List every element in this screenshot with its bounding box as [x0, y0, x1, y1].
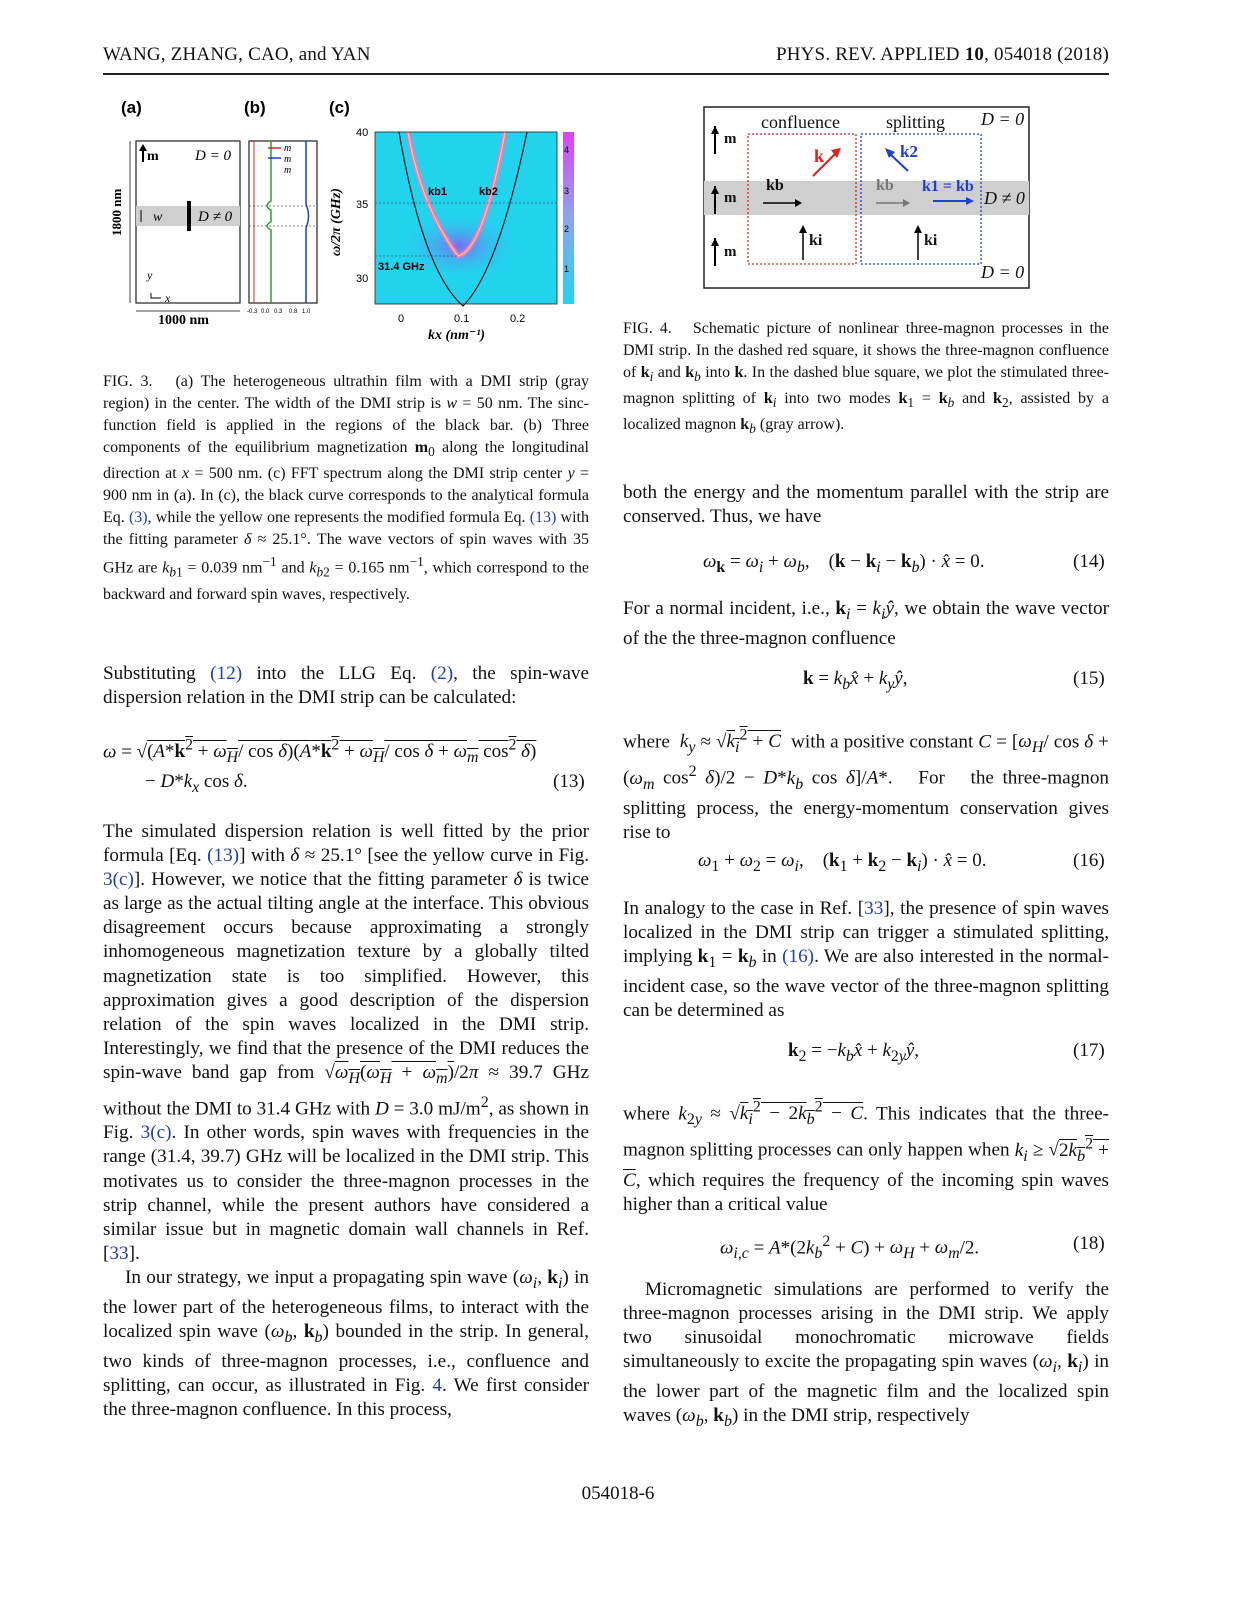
- fig3-x-axis: x: [165, 291, 171, 305]
- fig3-c-xtick-02: 0.2: [510, 313, 526, 325]
- equation-17: $k_2$ = $-k_bx̂$ + $k_{2y}ŷ$,: [788, 1040, 920, 1065]
- fig3-panel-c: [375, 132, 574, 306]
- fig4-splitting-label: splitting: [886, 112, 946, 132]
- fig4-kb-label-right: kb: [876, 177, 894, 194]
- fig3-c-ylabel: ω/2π (GHz): [329, 188, 344, 256]
- fig4-d-nonzero: D ≠ 0: [984, 188, 1025, 208]
- fig3-width-label: 1000 nm: [158, 313, 209, 328]
- fig4-k-label: k: [814, 146, 825, 166]
- fig3-legend-mx: m: [284, 143, 292, 154]
- fig3-c-xlabel: kx (nm⁻¹): [428, 328, 486, 343]
- running-header-authors: WANG, ZHANG, CAO, and YAN: [103, 44, 371, 65]
- fig3-c-xtick-0: 0: [398, 313, 405, 325]
- fig4-m-top: m: [724, 131, 737, 147]
- fig3-d-nonzero: D ≠ 0: [198, 209, 233, 225]
- equation-18: $\omega_{i,c} = A*(2k_b^2 + C) + \omega_H + \omega_m/2$.: [720, 1233, 980, 1263]
- running-header-journal: PHYS. REV. APPLIED 10, 054018 (2018): [775, 44, 1109, 65]
- equation-13-line1: $\omega = √(A*k^2 + \omega_H/$ $\cos \delta)(A*k^2 + \omega_H/$ $\cos \delta + \omega_m$ $\cos^2 \delta$): [103, 737, 537, 767]
- fig3-kb1: kb1: [428, 186, 447, 198]
- fig3-label-b: (b): [244, 98, 266, 117]
- right-column-text-3: where $k_y \approx √k_i^2 + C$ with a positive constant $C = [\omega_H/$ $\cos \delta + (\omega_m$ $\cos^2 \delta)/2 - D*k_b$ cos δ]/A*. For the three-magnon splitting process, the energy-momentum conservation gives rise to: [623, 727, 1110, 843]
- fig3-b-tick-4: 1.0: [302, 309, 311, 315]
- fig3-colorbar-2: 2: [564, 224, 570, 234]
- fig4-m-bottom: m: [724, 244, 737, 260]
- fig4-m-middle: m: [724, 190, 737, 206]
- figure-3-graphic: [103, 96, 593, 352]
- equation-13-line2: − $D*k_x$ cos δ.: [145, 771, 248, 796]
- fig4-kb-label-left: kb: [766, 177, 784, 194]
- figure-3: [103, 96, 593, 352]
- page-number: 054018-6: [581, 1483, 655, 1504]
- fig3-gap-label: 31.4 GHz: [378, 261, 425, 273]
- fig3-b-tick-1: 0.0: [261, 309, 270, 315]
- fig4-ki-right: ki: [924, 232, 938, 249]
- right-column-text-6: Micromagnetic simulations are performed to verify the three-magnon processes arising in the DMI strip. We apply two sinusoidal monochromatic microwave fields simultaneously to excite the propagating spin waves ($\omega_i$, $k_i$) in the lower part of the magnetic film and the localized spin waves ($\omega_b$, $k_b$) in the DMI strip, respectively: [623, 1279, 1110, 1431]
- fig3-panel-b: [249, 141, 317, 303]
- equation-15-number: (15): [1073, 668, 1105, 689]
- fig3-w-label: w: [153, 210, 163, 225]
- fig4-k2-label: k2: [900, 142, 918, 161]
- fig3-colorbar-1: 1: [564, 264, 570, 274]
- right-column-text-5: where $k_{2y} \approx √k_i^2 - 2k_b^2 - C$. This indicates that the three-magnon splitting processes can only happen when $k_i \ge √2k_b^2 + C$, which requires the frequency of the incoming spin waves higher than a critical value: [623, 1099, 1110, 1215]
- fig3-b-tick-2: 0.3: [274, 309, 283, 315]
- equation-14: $\omega_k = \omega_i + \omega_b$, $(k - k_i - k_b)$ · x̂ = 0.: [703, 551, 985, 576]
- right-column-text-4: In analogy to the case in Ref. [33], the presence of spin waves localized in the DMI strip can trigger a stimulated splitting, implying $k_1 = k_b$ in (16). We are also interested in the normal-incident case, so the wave vector of the three-magnon splitting can be determined as: [623, 898, 1109, 1022]
- fig3-c-ytick-30: 30: [356, 273, 369, 285]
- fig3-colorbar-4: 4: [564, 145, 570, 155]
- left-column-text-1: Substituting (12) into the LLG Eq. (2), the spin-wave dispersion relation in the DMI strip can be calculated:: [103, 663, 589, 709]
- fig3-legend-mz: m: [284, 165, 292, 176]
- fig4-d-zero-top: D = 0: [981, 109, 1025, 129]
- equation-15: $k = k_bx̂$ + $k_yŷ$,: [803, 668, 908, 693]
- fig3-colorbar-3: 3: [564, 186, 570, 196]
- figure-3-caption: FIG. 3. (a) The heterogeneous ultrathin film with a DMI strip (gray region) in the center. The width of the DMI strip is w = 50 nm. The sinc-function field is applied in the regions of the black bar. (b) Three components of the equilibrium magnetization $m_0$ along the longitudinal direction at x = 500 nm. (c) FFT spectrum along the DMI strip center y = 900 nm in (a). In (c), the black curve corresponds to the analytical formula Eq. (3), while the yellow one represents the modified formula Eq. (13) with the fitting parameter δ ≈ 25.1°. The wave vectors of spin waves with 35 GHz are $k_{b1} = 0.039$ $nm^{-1}$ and $k_{b2} = 0.165$ $nm^{-1}$, which correspond to the backward and forward spin waves, respectively.: [103, 373, 590, 603]
- right-column-text-2: For a normal incident, i.e., $k_i$ = $k_iŷ$, we obtain the wave vector of the the three-magnon confluence: [623, 598, 1109, 649]
- right-column-text-1: both the energy and the momentum parallel with the strip are conserved. Thus, we have: [623, 482, 1109, 528]
- fig3-height-label: 1800 nm: [109, 188, 124, 236]
- fig3-c-ytick-40: 40: [356, 127, 369, 139]
- equation-16: $\omega_1 + \omega_2 = \omega_i$, $(k_1 + k_2 - k_i)$ · x̂ = 0.: [698, 850, 987, 875]
- fig3-panel-a: [130, 141, 240, 311]
- fig4-d-zero-bottom: D = 0: [981, 262, 1025, 282]
- fig3-label-c: (c): [329, 98, 350, 117]
- fig3-b-tick-0: -0.3: [247, 309, 258, 315]
- equation-18-number: (18): [1073, 1233, 1105, 1254]
- fig3-legend-my: m: [284, 154, 292, 165]
- fig3-y-axis: y: [147, 268, 153, 282]
- fig3-d-zero: D = 0: [195, 148, 231, 164]
- fig3-b-tick-3: 0.8: [289, 309, 298, 315]
- fig3-c-ytick-35: 35: [356, 199, 369, 211]
- header-rule: [103, 73, 1109, 75]
- fig3-kb2: kb2: [479, 186, 498, 198]
- fig4-k1-equals-kb: k1 = kb: [922, 178, 974, 195]
- left-column-text-2: The simulated dispersion relation is well fitted by the prior formula [Eq. (13)] with δ ≈ 25.1° [see the yellow curve in Fig. 3(c)]. However, we notice that the fitting parameter δ is twice as large as the actual tilting angle at the interface. This obvious disagreement occurs because approximating a strongly inhomogeneous magnetization texture by a globally tilted magnetization state is too simplified. However, this approximation gives a good description of the dispersion relation of the spin waves localized in the DMI strip. Interestingly, we find that the presence of the DMI reduces the spin-wave band gap from $√\omega_H(\omega_H + \omega_m)/2\pi \approx 39.7$ GHz without the DMI to 31.4 GHz with D = 3.0 $mJ/m^2$, as shown in Fig. 3(c). In other words, spin waves with frequencies in the range (31.4, 39.7) GHz will be localized in the DMI strip. This motivates us to consider the three-magnon processes in the strip channel, while the present authors have considered a similar issue but in magnetic domain wall channels in Ref. [33]. In our strategy, we input a propagating spin wave ($\omega_i$, $k_i$) in the lower part of the heterogeneous films, to interact with the localized spin wave ($\omega_b$, $k_b$) bounded in the strip. In general, two kinds of three-magnon processes, i.e., confluence and splitting, can occur, as illustrated in Fig. 4. We first consider the three-magnon confluence. In this process,: [103, 821, 590, 1421]
- equation-17-number: (17): [1073, 1040, 1105, 1061]
- figure-4-caption: FIG. 4. Schematic picture of nonlinear three-magnon processes in the DMI strip. In the dashed red square, it shows the three-magnon confluence of $k_i$ and $k_b$ into k. In the dashed blue square, we plot the stimulated three-magnon splitting of $k_i$ into two modes $k_1 = k_b$ and $k_2$, assisted by a localized magnon $k_b$ (gray arrow).: [623, 320, 1110, 437]
- equation-16-number: (16): [1073, 850, 1105, 871]
- fig3-m-label: m: [147, 149, 159, 164]
- equation-14-number: (14): [1073, 551, 1105, 572]
- equation-13-number: (13): [553, 771, 585, 792]
- figure-4: [703, 106, 1031, 290]
- fig3-label-a: (a): [121, 98, 142, 117]
- fig4-ki-left: ki: [809, 232, 823, 249]
- fig3-c-xtick-01: 0.1: [454, 313, 470, 325]
- fig4-confluence-label: confluence: [761, 112, 840, 132]
